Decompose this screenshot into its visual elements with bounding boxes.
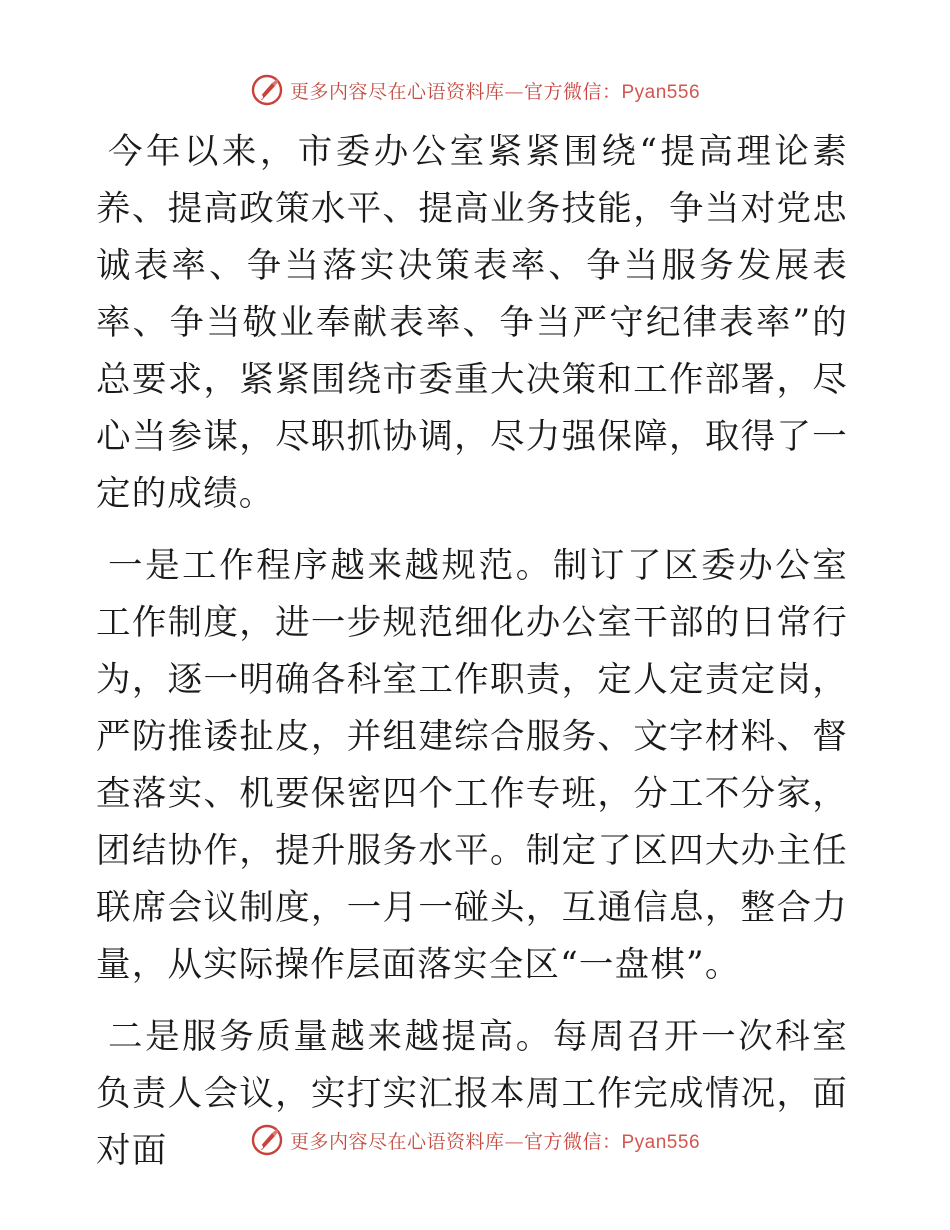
banner-wechat-label: 官方微信： — [523, 80, 622, 103]
footer-banner — [0, 1120, 950, 1160]
paragraph-intro: 今年以来，市委办公室紧紧围绕“提高理论素养、提高政策水平、提高业务技能，争当对党忠诚表率、争当落实决策表率、争当服务发展表率、争当敬业奉献表率、争当严守纪律表率”的总要求，紧紧围绕市委重大决策和工作部署，尽心当参谋，尽职抓协调，尽力强保障，取得了一定的成绩。 — [96, 132, 848, 514]
banner-wechat-id: Pyan556 — [621, 81, 701, 103]
banner-separator: — — [504, 80, 524, 103]
quill-seal-icon — [250, 73, 284, 107]
paragraph-second-point: 二是服务质量越来越提高。每周召开一次科室负责人会议，实打实汇报本周工作完成情况，面对面 — [96, 1017, 848, 1171]
banner-wechat-label: 官方微信： — [523, 1130, 622, 1153]
banner-wechat-id: Pyan556 — [621, 1131, 701, 1153]
banner-brand: 更多内容尽在心语资料库 — [289, 80, 505, 103]
banner-text — [290, 77, 700, 104]
banner-separator: — — [504, 1130, 524, 1153]
header-banner — [0, 70, 950, 110]
document-body — [96, 124, 848, 1180]
quill-seal-icon — [250, 1123, 284, 1157]
banner-text — [290, 1127, 700, 1154]
banner-brand: 更多内容尽在心语资料库 — [289, 1130, 505, 1153]
paragraph-first-point: 一是工作程序越来越规范。制订了区委办公室工作制度，进一步规范细化办公室干部的日常行为，逐一明确各科室工作职责，定人定责定岗，严防推诿扯皮，并组建综合服务、文字材料、督查落实、机要保密四个工作专班，分工不分家，团结协作，提升服务水平。制定了区四大办主任联席会议制度，一月一碰头，互通信息，整合力量，从实际操作层面落实全区“一盘棋”。 — [96, 546, 848, 985]
